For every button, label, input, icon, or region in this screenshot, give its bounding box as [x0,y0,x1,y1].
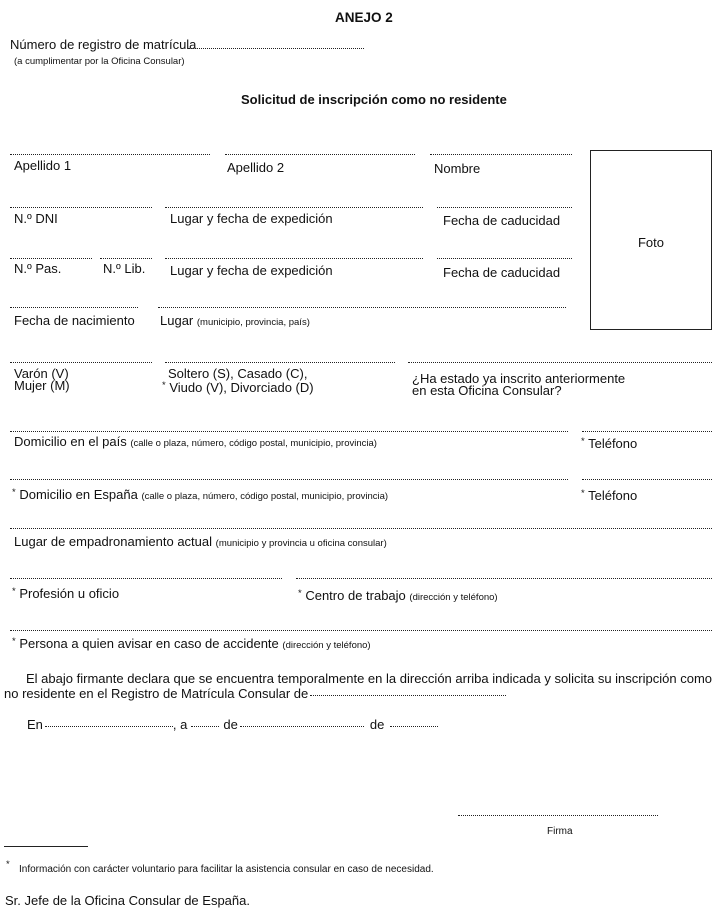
expedicion1-label: Lugar y fecha de expedición [170,211,333,226]
pas-input[interactable] [10,258,92,259]
de1-label: de [223,717,238,732]
de2-label: de [369,717,385,732]
mes-input[interactable] [240,726,364,727]
voluntary-mark: * [581,488,585,499]
voluntary-mark: * [162,380,166,391]
domicilio-espana-input[interactable] [10,479,568,480]
apellido1-input[interactable] [10,154,210,155]
annex-title: ANEJO 2 [335,10,393,25]
apellido2-input[interactable] [225,154,415,155]
caducidad2-input[interactable] [437,258,572,259]
domicilio-pais-text: Domicilio en el país [14,434,127,449]
telefono2-text: Teléfono [588,488,638,503]
empadronamiento-note: (municipio y provincia u oficina consular) [215,538,387,549]
domicilio-espana-note: (calle o plaza, número, código postal, municipio, provincia) [141,491,389,502]
estado-civil-text-2: Viudo (V), Divorciado (D) [169,380,314,395]
profesion-label [12,584,119,601]
domicilio-espana-label [12,485,388,504]
inscrito-label-2: en esta Oficina Consular? [412,383,562,398]
persona-avisar-input[interactable] [10,630,712,631]
telefono1-label [581,434,637,451]
caducidad1-input[interactable] [437,207,572,208]
lugar-note: (municipio, provincia, país) [196,317,310,328]
declaration-paragraph [4,671,712,701]
expedicion1-input[interactable] [165,207,423,208]
footnote-rule [4,846,88,847]
inscrito-label-1: ¿Ha estado ya inscrito anteriormente [412,371,626,386]
caducidad2-label: Fecha de caducidad [443,265,561,280]
firma-input[interactable] [458,815,658,816]
registro-label: Número de registro de matrícula [10,37,197,52]
lugar-label [160,313,310,330]
centro-trabajo-note: (dirección y teléfono) [409,592,498,603]
nombre-label: Nombre [434,161,481,176]
voluntary-mark: * [298,588,302,599]
sexo-input[interactable] [10,362,152,363]
registro-input[interactable] [188,48,364,49]
voluntary-mark: * [12,586,16,597]
pas-label: N.º Pas. [14,261,62,276]
expedicion2-input[interactable] [165,258,423,259]
inscrito-input[interactable] [408,362,712,363]
telefono2-input[interactable] [582,479,712,480]
nacimiento-input[interactable] [10,307,138,308]
centro-trabajo-text: Centro de trabajo [305,588,406,603]
centro-trabajo-input[interactable] [296,578,712,579]
declaration-text: El abajo firmante declara que se encuentra temporalmente en la dirección arriba indicada y solicita su inscripción como no residente en el Registro de Matrícula Consular de [4,671,712,701]
lugar-text: Lugar [160,313,194,328]
registro-note: (a cumplimentar por la Oficina Consular) [14,56,185,67]
estado-civil-label-1: Soltero (S), Casado (C), [168,366,308,381]
apellido1-label: Apellido 1 [14,158,72,173]
anio-input[interactable] [390,726,438,727]
footnote-mark: * [6,859,10,870]
place-date-line [27,717,438,732]
persona-avisar-label [12,634,371,653]
mujer-label: Mujer (M) [14,378,70,393]
empadronamiento-text: Lugar de empadronamiento actual [14,534,213,549]
estado-civil-input[interactable] [165,362,395,363]
registro-consular-input[interactable] [310,695,506,696]
estado-civil-label-2 [162,378,314,395]
form-title: Solicitud de inscripción como no residente [241,92,507,107]
telefono1-text: Teléfono [588,436,638,451]
dia-input[interactable] [191,726,219,727]
photo-label: Foto [637,235,664,250]
lugar-input[interactable] [158,307,566,308]
voluntary-mark: * [12,636,16,647]
telefono2-label [581,486,637,503]
profesion-input[interactable] [10,578,282,579]
expedicion2-label: Lugar y fecha de expedición [170,263,333,278]
empadronamiento-input[interactable] [10,528,712,529]
domicilio-pais-note: (calle o plaza, número, código postal, municipio, provincia) [130,438,377,449]
dni-label: N.º DNI [14,211,58,226]
empadronamiento-label [14,534,387,551]
apellido2-label: Apellido 2 [227,160,285,175]
footnote-text: Información con carácter voluntario para facilitar la asistencia consular en caso de necesidad. [19,864,434,875]
domicilio-espana-text: Domicilio en España [19,487,138,502]
persona-avisar-text: Persona a quien avisar en caso de accidente [19,636,279,651]
a-label: , a [172,717,188,732]
profesion-text: Profesión u oficio [19,586,120,601]
domicilio-pais-input[interactable] [10,431,568,432]
voluntary-mark: * [581,436,585,447]
en-label: En [27,717,43,732]
addressee: Sr. Jefe de la Oficina Consular de España. [5,893,250,908]
firma-label: Firma [547,826,573,837]
telefono1-input[interactable] [582,431,712,432]
lib-input[interactable] [100,258,152,259]
persona-avisar-note: (dirección y teléfono) [282,640,371,651]
lib-label: N.º Lib. [103,261,146,276]
nacimiento-label: Fecha de nacimiento [14,313,135,328]
dni-input[interactable] [10,207,152,208]
nombre-input[interactable] [430,154,572,155]
lugar-firma-input[interactable] [45,726,173,727]
domicilio-pais-label [14,434,377,451]
caducidad1-label: Fecha de caducidad [443,213,561,228]
varon-label: Varón (V) [14,366,69,381]
photo-box[interactable] [590,150,712,330]
centro-trabajo-label [298,586,498,605]
voluntary-mark: * [12,487,16,498]
